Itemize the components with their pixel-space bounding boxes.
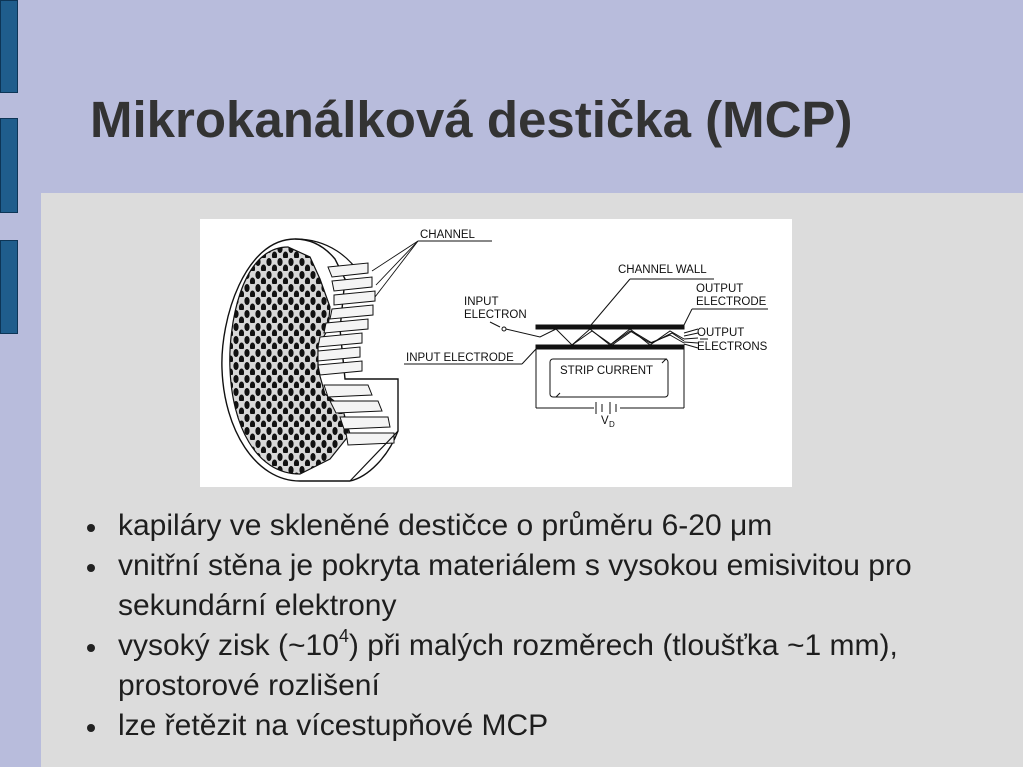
bullet-item bbox=[83, 546, 983, 626]
slide-title: Mikrokanálková destička (MCP) bbox=[90, 91, 853, 148]
bullet-item bbox=[83, 506, 983, 546]
bullet-dot-icon bbox=[87, 524, 95, 532]
label-channel: CHANNEL bbox=[420, 229, 475, 241]
mcp-diagram-svg bbox=[200, 219, 792, 487]
label-output-electrons-1: OUTPUT bbox=[697, 327, 745, 339]
bullet-dot-icon bbox=[87, 644, 95, 652]
bullet-text: vnitřní stěna je pokryta materiálem s vysokou emisivitou pro sekundární elektrony bbox=[118, 549, 912, 622]
bullet-text-pre: vysoký zisk (~10 bbox=[118, 629, 339, 662]
label-input-electrode: INPUT ELECTRODE bbox=[406, 352, 514, 364]
bullet-dot-icon bbox=[87, 564, 95, 572]
bullet-text: lze řetězit na vícestupňové MCP bbox=[118, 709, 549, 742]
side-tab-2 bbox=[0, 118, 18, 213]
bullet-item bbox=[83, 626, 983, 706]
bullet-superscript: 4 bbox=[338, 626, 349, 646]
bullet-text-post: ) při malých rozměrech (tloušťka ~1 mm), prostorové rozlišení bbox=[118, 629, 898, 702]
bullet-list bbox=[83, 506, 983, 746]
bullet-text: kapiláry ve skleněné destičce o průměru 6-20 μm bbox=[118, 509, 773, 542]
label-strip-current: STRIP CURRENT bbox=[560, 365, 654, 377]
side-tab-1 bbox=[0, 0, 18, 93]
label-output-electrode-1: OUTPUT bbox=[696, 283, 744, 295]
label-output-electrode-2: ELECTRODE bbox=[696, 296, 767, 308]
label-input-electron-2: ELECTRON bbox=[464, 309, 527, 321]
label-channel-wall: CHANNEL WALL bbox=[618, 264, 707, 276]
label-input-electron-1: INPUT bbox=[464, 296, 499, 308]
label-vd-sub: D bbox=[609, 420, 615, 429]
mcp-diagram bbox=[200, 219, 792, 487]
content-panel bbox=[41, 193, 1023, 767]
bullet-item bbox=[83, 706, 983, 746]
label-vd: V bbox=[601, 415, 609, 427]
bullet-dot-icon bbox=[87, 724, 95, 732]
side-tab-3 bbox=[0, 240, 18, 334]
label-output-electrons-2: ELECTRONS bbox=[697, 341, 768, 353]
